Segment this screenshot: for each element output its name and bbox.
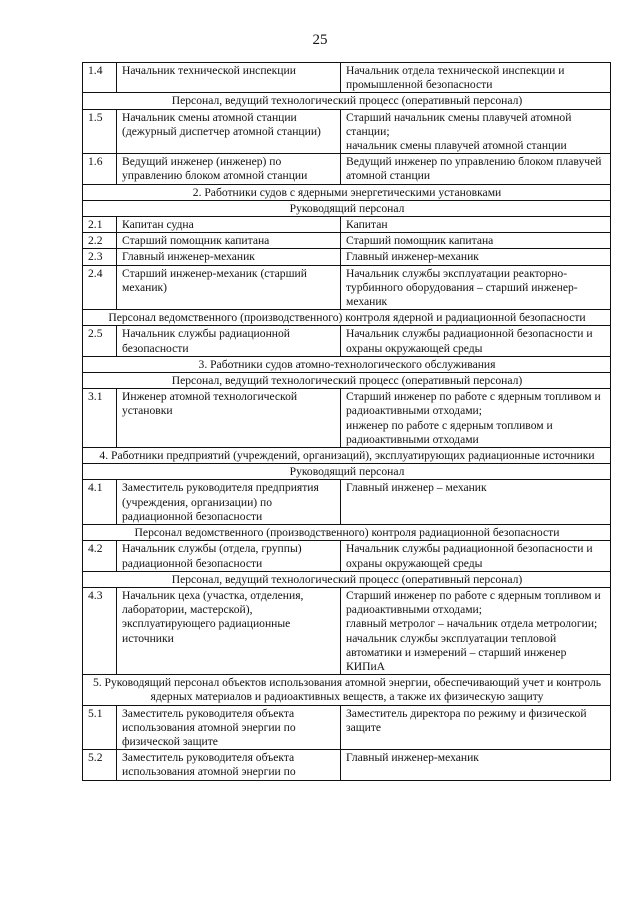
- section-header: 5. Руководящий персонал объектов использования атомной энергии, обеспечивающий учет и контроль ядерных материалов и радиоактивных веществ, а также их физическую защиту: [83, 675, 611, 705]
- table-row: [83, 233, 611, 249]
- position-cell: Начальник цеха (участка, отделения, лаборатории, мастерской), эксплуатирующего радиационные источники: [117, 587, 341, 674]
- section-header: 3. Работники судов атомно-технологического обслуживания: [83, 356, 611, 372]
- section-header-row: [83, 373, 611, 389]
- section-header-row: [83, 184, 611, 200]
- row-number: 3.1: [83, 389, 117, 448]
- row-number: 4.2: [83, 541, 117, 571]
- equivalent-position-cell: Начальник службы радиационной безопасности и охраны окружающей среды: [341, 326, 611, 356]
- section-header-row: [83, 675, 611, 705]
- section-header: Персонал ведомственного (производственного) контроля радиационной безопасности: [83, 525, 611, 541]
- position-cell: Старший помощник капитана: [117, 233, 341, 249]
- position-cell: Заместитель руководителя предприятия (учреждения, организации) по радиационной безопасности: [117, 480, 341, 525]
- position-cell: Инженер атомной технологической установки: [117, 389, 341, 448]
- table-row: [83, 63, 611, 93]
- equivalent-position-cell: Старший инженер по работе с ядерным топливом и радиоактивными отходами; главный метролог – начальник отдела метрологии; начальник службы эксплуатации тепловой автоматики и измерений – старший инженер КИПиА: [341, 587, 611, 674]
- equivalent-position-cell: Заместитель директора по режиму и физической защите: [341, 705, 611, 750]
- section-header-row: [83, 525, 611, 541]
- row-number: 5.1: [83, 705, 117, 750]
- position-cell: Начальник службы радиационной безопасности: [117, 326, 341, 356]
- equivalent-position-cell: Капитан: [341, 217, 611, 233]
- table-row: [83, 154, 611, 184]
- page-number: 25: [312, 32, 328, 48]
- position-cell: Начальник службы (отдела, группы) радиационной безопасности: [117, 541, 341, 571]
- position-cell: Начальник смены атомной станции (дежурный диспетчер атомной станции): [117, 109, 341, 154]
- equivalent-position-cell: Начальник отдела технической инспекции и промышленной безопасности: [341, 63, 611, 93]
- section-header: 2. Работники судов с ядерными энергетическими установками: [83, 184, 611, 200]
- row-number: 5.2: [83, 750, 117, 780]
- position-cell: Заместитель руководителя объекта использования атомной энергии по: [117, 750, 341, 780]
- equivalent-position-cell: Ведущий инженер по управлению блоком плавучей атомной станции: [341, 154, 611, 184]
- section-header-row: [83, 571, 611, 587]
- section-header-row: [83, 356, 611, 372]
- position-cell: Ведущий инженер (инженер) по управлению блоком атомной станции: [117, 154, 341, 184]
- row-number: 4.1: [83, 480, 117, 525]
- row-number: 2.3: [83, 249, 117, 265]
- position-cell: Начальник технической инспекции: [117, 63, 341, 93]
- position-cell: Главный инженер-механик: [117, 249, 341, 265]
- table-row: [83, 705, 611, 750]
- table-row: [83, 326, 611, 356]
- equivalent-position-cell: Старший помощник капитана: [341, 233, 611, 249]
- row-number: 1.4: [83, 63, 117, 93]
- row-number: 1.5: [83, 109, 117, 154]
- section-header: Персонал, ведущий технологический процесс (оперативный персонал): [83, 93, 611, 109]
- section-header: Персонал ведомственного (производственного) контроля ядерной и радиационной безопасности: [83, 310, 611, 326]
- position-cell: Капитан судна: [117, 217, 341, 233]
- section-header-row: [83, 93, 611, 109]
- position-cell: Заместитель руководителя объекта использования атомной энергии по физической защите: [117, 705, 341, 750]
- row-number: 2.5: [83, 326, 117, 356]
- equivalent-position-cell: Старший начальник смены плавучей атомной станции; начальник смены плавучей атомной станции: [341, 109, 611, 154]
- row-number: 2.2: [83, 233, 117, 249]
- equivalent-position-cell: Начальник службы радиационной безопасности и охраны окружающей среды: [341, 541, 611, 571]
- section-header-row: [83, 200, 611, 216]
- section-header-row: [83, 448, 611, 464]
- table-row: [83, 480, 611, 525]
- table-row: [83, 109, 611, 154]
- row-number: 4.3: [83, 587, 117, 674]
- table-row: [83, 587, 611, 674]
- table-row: [83, 249, 611, 265]
- section-header: Персонал, ведущий технологический процесс (оперативный персонал): [83, 571, 611, 587]
- section-header: 4. Работники предприятий (учреждений, организаций), эксплуатирующих радиационные источники: [83, 448, 611, 464]
- table-row: [83, 389, 611, 448]
- row-number: 1.6: [83, 154, 117, 184]
- table-row: [83, 265, 611, 310]
- row-number: 2.4: [83, 265, 117, 310]
- position-cell: Старший инженер-механик (старший механик): [117, 265, 341, 310]
- section-header-row: [83, 310, 611, 326]
- positions-table: [82, 62, 611, 781]
- section-header-row: [83, 464, 611, 480]
- table-row: [83, 217, 611, 233]
- equivalent-position-cell: Начальник службы эксплуатации реакторно-турбинного оборудования – старший инженер-механик: [341, 265, 611, 310]
- equivalent-position-cell: Главный инженер-механик: [341, 750, 611, 780]
- section-header: Руководящий персонал: [83, 200, 611, 216]
- equivalent-position-cell: Главный инженер – механик: [341, 480, 611, 525]
- section-header: Руководящий персонал: [83, 464, 611, 480]
- row-number: 2.1: [83, 217, 117, 233]
- equivalent-position-cell: Главный инженер-механик: [341, 249, 611, 265]
- equivalent-position-cell: Старший инженер по работе с ядерным топливом и радиоактивными отходами; инженер по работе с ядерным топливом и радиоактивными отходами: [341, 389, 611, 448]
- section-header: Персонал, ведущий технологический процесс (оперативный персонал): [83, 373, 611, 389]
- table-row: [83, 750, 611, 780]
- table-row: [83, 541, 611, 571]
